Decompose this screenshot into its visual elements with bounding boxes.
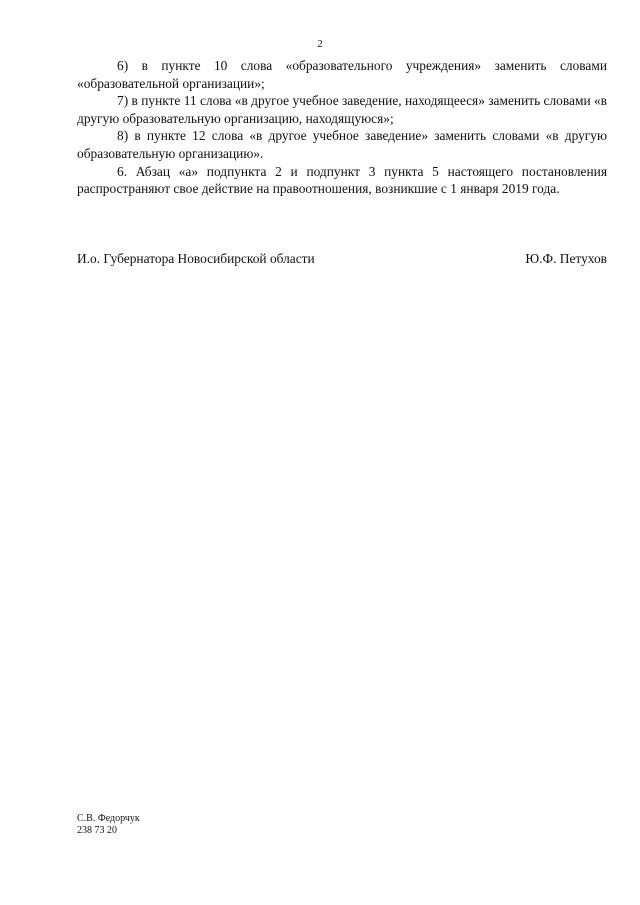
paragraph-item-7: 7) в пункте 11 слова «в другое учебное заведение, находящееся» заменить словами «в другую образовательную организацию, находящуюся»; <box>77 93 607 126</box>
signatory-position: И.о. Губернатора Новосибирской области <box>77 251 315 266</box>
executor-block <box>77 813 140 837</box>
paragraph-point-6: 6. Абзац «а» подпункта 2 и подпункт 3 пункта 5 настоящего постановления распространяют свое действие на правоотношения, возникшие с 1 января 2019 года. <box>77 163 607 197</box>
signatory-name: Ю.Ф. Петухов <box>525 251 607 266</box>
executor-name: С.В. Федорчук <box>77 813 140 824</box>
signature-block <box>77 251 607 267</box>
paragraph-item-8: 8) в пункте 12 слова «в другое учебное заведение» заменить словами «в другую образовательную организацию». <box>77 128 607 161</box>
paragraph-item-6: 6) в пункте 10 слова «образовательного учреждения» заменить словами «образовательной организации»; <box>77 58 607 91</box>
executor-phone: 238 73 20 <box>77 825 117 836</box>
document-body <box>77 57 607 198</box>
page-number: 2 <box>317 38 323 50</box>
